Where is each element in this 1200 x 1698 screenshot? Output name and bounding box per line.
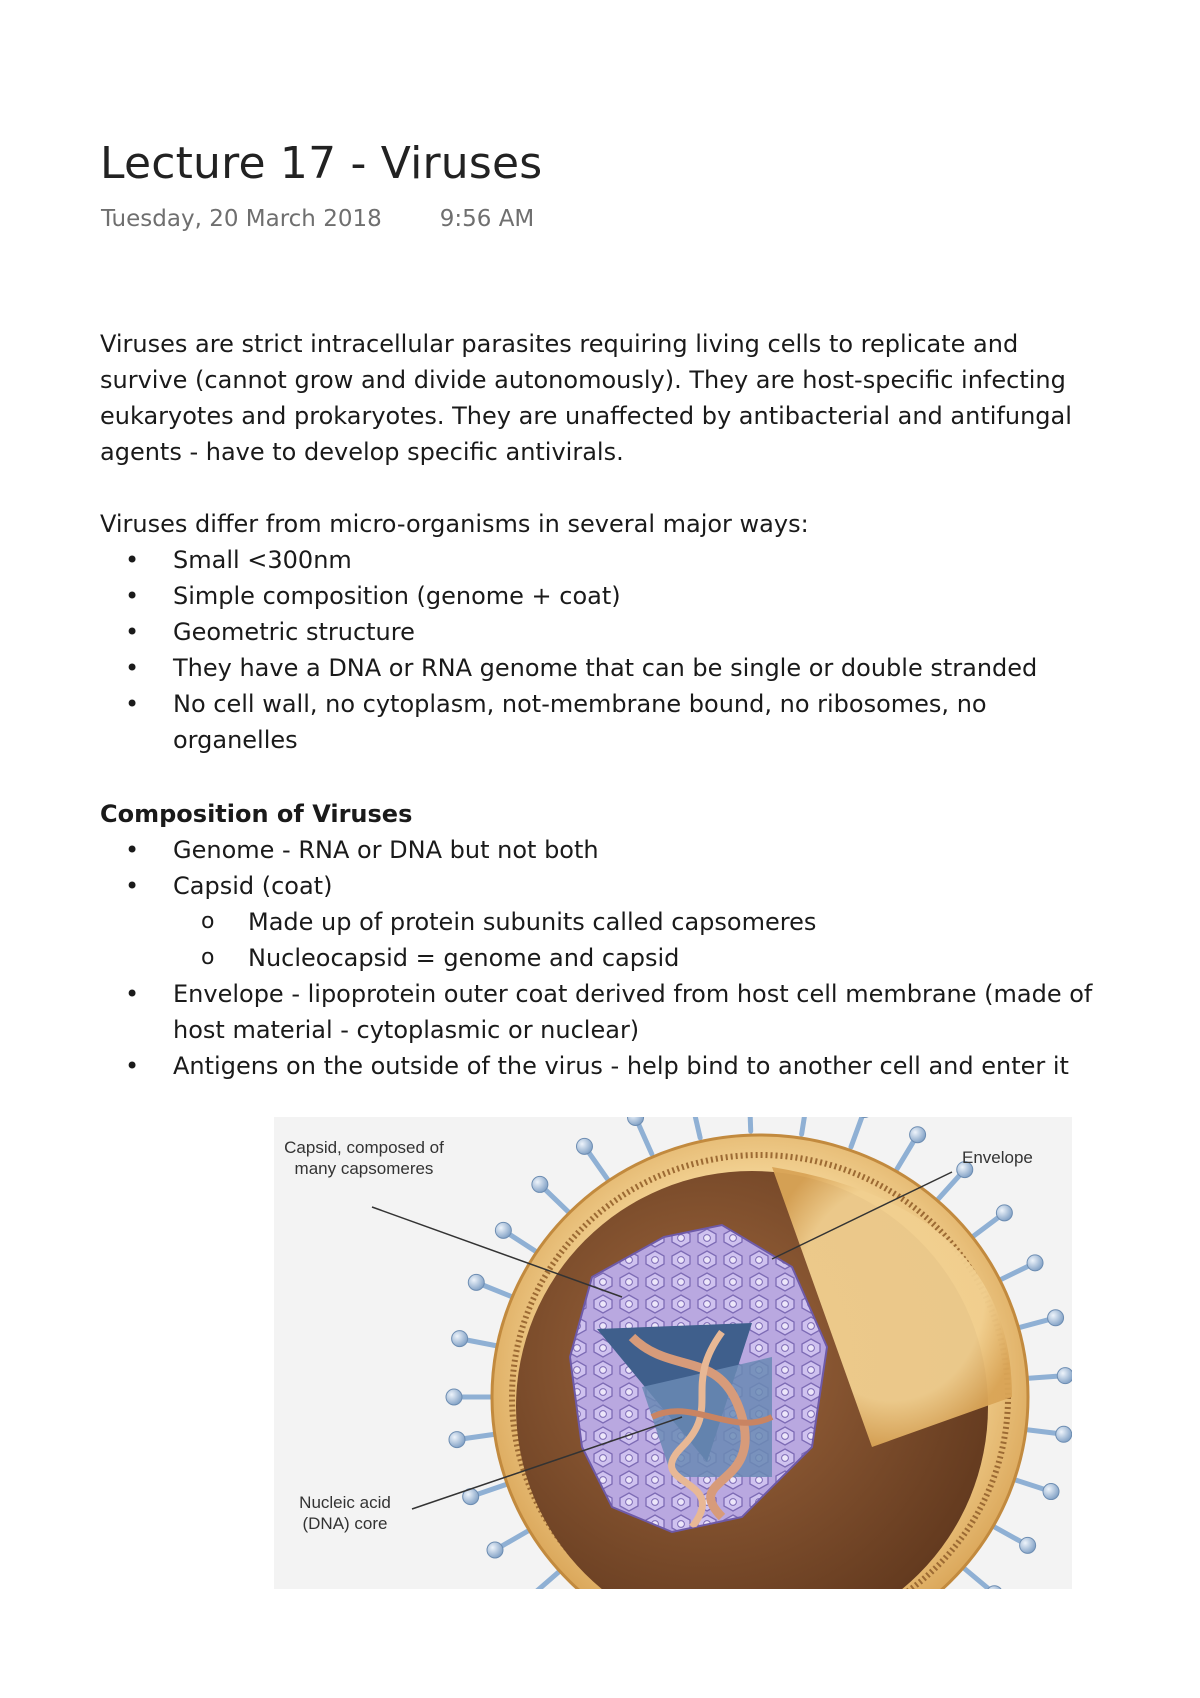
spike-head [1057, 1368, 1072, 1384]
capsid-sub-capsomeres: o Made up of protein subunits called capsomeres [173, 904, 1100, 940]
differ-item-composition: • Simple composition (genome + coat) [100, 578, 1100, 614]
spike-head [452, 1331, 468, 1347]
differ-item-geometry: • Geometric structure [100, 614, 1100, 650]
spike-stalk [529, 1572, 559, 1589]
composition-item-capsid-text: Capsid (coat) [173, 872, 333, 900]
spike-stalk [802, 1117, 808, 1134]
differ-list [100, 542, 1100, 758]
page-date: Tuesday, 20 March 2018 [101, 206, 382, 232]
spike-head [1020, 1537, 1036, 1553]
composition-item-genome: • Genome - RNA or DNA but not both [100, 832, 1100, 868]
spike-head [1056, 1426, 1072, 1442]
page-time: 9:56 AM [439, 206, 535, 232]
composition-list [100, 832, 1100, 1084]
page-title: Lecture 17 - Viruses [100, 138, 543, 189]
page-meta [101, 206, 534, 232]
composition-item-antigens: • Antigens on the outside of the virus - help bind to another cell and enter it [100, 1048, 1100, 1084]
intro-paragraph: Viruses are strict intracellular parasites requiring living cells to replicate and survive (cannot grow and divide autonomously). They are host-specific infecting eukaryotes and prokaryotes. They are unaffected by antibacterial and antifungal agents - have to develop specific antivirals. [100, 330, 1072, 466]
spike-head [495, 1222, 511, 1238]
label-envelope: Envelope [962, 1148, 1033, 1167]
virus-diagram [252, 1117, 1072, 1589]
spike-head [996, 1205, 1012, 1221]
differ-item-genome: • They have a DNA or RNA genome that can be single or double stranded [100, 650, 1100, 686]
spike-head [532, 1176, 548, 1192]
spike-head [910, 1127, 926, 1143]
differ-lead: Viruses differ from micro-organisms in several major ways: [100, 510, 809, 538]
capsid-sublist [173, 904, 1100, 976]
spike-stalk [691, 1117, 700, 1138]
differ-item-no-organelles: • No cell wall, no cytoplasm, not-membrane bound, no ribosomes, no organelles [100, 686, 1100, 758]
composition-heading: Composition of Viruses [100, 800, 413, 828]
differ-item-size: • Small <300nm [100, 542, 1100, 578]
figure-left-margin [252, 1117, 274, 1589]
spike-stalk [964, 1568, 995, 1589]
spike-head [1027, 1255, 1043, 1271]
spike-head [1043, 1484, 1059, 1500]
composition-item-capsid [100, 868, 1100, 976]
spike-head [576, 1138, 592, 1154]
label-nucleic-acid: Nucleic acid (DNA) core [299, 1493, 391, 1533]
capsid-sub-nucleocapsid: o Nucleocapsid = genome and capsid [173, 940, 1100, 976]
label-capsid: Capsid, composed of many capsomeres [284, 1138, 444, 1178]
spike-stalk [851, 1117, 865, 1147]
spike-head [449, 1432, 465, 1448]
spike-stalk [749, 1117, 750, 1131]
composition-item-envelope: • Envelope - lipoprotein outer coat derived from host cell membrane (made of host material - cytoplasmic or nuclear) [100, 976, 1100, 1048]
spike-head [446, 1389, 462, 1405]
spike-head [487, 1542, 503, 1558]
spike-head [468, 1274, 484, 1290]
spike-head [1048, 1310, 1064, 1326]
